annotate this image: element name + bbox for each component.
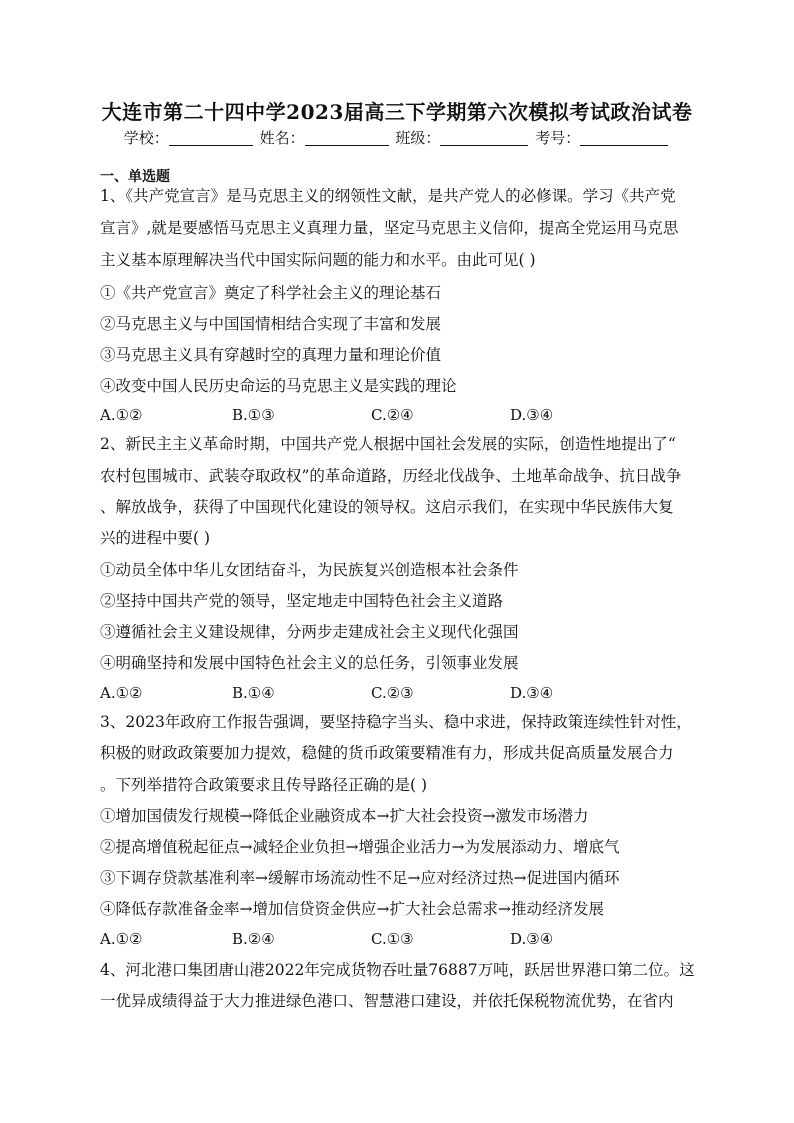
statement: ③遵循社会主义建设规律，分两步走建成社会主义现代化强国 [100, 623, 519, 641]
class-label: 班级： [395, 129, 441, 147]
option-b: B.①③ [232, 406, 275, 424]
question-text-line: 、解放战争，获得了中国现代化建设的领导权。这启示我们，在实现中华民族伟大复 [100, 498, 674, 516]
statement: ②坚持中国共产党的领导，坚定地走中国特色社会主义道路 [100, 592, 504, 610]
question-text-line: 。下列举措符合政策要求且传导路径正确的是( ) [100, 776, 428, 794]
question-text-line: 2、新民主主义革命时期，中国共产党人根据中国社会发展的实际，创造性地提出了“ [100, 435, 676, 453]
exam-title: 大连市第二十四中学2023届高三下学期第六次模拟考试政治试卷 [101, 100, 693, 124]
statement: ④改变中国人民历史命运的马克思主义是实践的理论 [100, 377, 457, 395]
school-blank [169, 129, 253, 146]
number-blank [580, 129, 668, 146]
question-text-line: 主义基本原理解决当代中国实际问题的能力和水平。由此可见( ) [100, 251, 536, 269]
statement: ①《共产党宣言》奠定了科学社会主义的理论基石 [100, 284, 442, 302]
question-text-line: 兴的进程中要( ) [100, 529, 211, 547]
option-d: D.③④ [510, 406, 554, 424]
statement: ④降低存款准备金率→增加信贷资金供应→扩大社会总需求→推动经济发展 [100, 900, 604, 918]
option-a: A.①② [100, 406, 143, 424]
statement: ③下调存贷款基准利率→缓解市场流动性不足→应对经济过热→促进国内循环 [100, 869, 620, 887]
option-c: C.①③ [371, 930, 414, 948]
question-text-line: 3、2023年政府工作报告强调，要坚持稳字当头、稳中求进，保持政策连续性针对性， [100, 713, 692, 731]
statement: ②提高增值税起征点→减轻企业负担→增强企业活力→为发展添动力、增底气 [100, 838, 620, 856]
statement: ①增加国债发行规模→降低企业融资成本→扩大社会投资→激发市场潜力 [100, 807, 589, 825]
statement: ①动员全体中华儿女团结奋斗，为民族复兴创造根本社会条件 [100, 561, 519, 579]
question-text-line: 积极的财政政策要加力提效，稳健的货币政策要精准有力，形成共促高质量发展合力 [100, 744, 674, 762]
school-label: 学校： [123, 129, 169, 147]
option-c: C.②③ [371, 684, 414, 702]
question-text-line: 一优异成绩得益于大力推进绿色港口、智慧港口建设，并依托保税物流优势，在省内 [100, 992, 674, 1010]
option-a: A.①② [100, 930, 143, 948]
number-label: 考号： [535, 129, 581, 147]
question-text-line: 4、河北港口集团唐山港2022年完成货物吞吐量76887万吨，跃居世界港口第二位。这 [100, 961, 695, 979]
class-blank [440, 129, 528, 146]
option-b: B.②④ [232, 930, 275, 948]
statement: ②马克思主义与中国国情相结合实现了丰富和发展 [100, 315, 442, 333]
option-d: D.③④ [510, 684, 554, 702]
statement: ③马克思主义具有穿越时空的真理力量和理论价值 [100, 346, 442, 364]
option-d: D.③④ [510, 930, 554, 948]
option-c: C.②④ [371, 406, 414, 424]
question-text-line: 1、《共产党宣言》是马克思主义的纲领性文献，是共产党人的必修课。学习《共产党 [100, 187, 676, 205]
section-heading: 一、单选题 [100, 169, 170, 185]
statement: ④明确坚持和发展中国特色社会主义的总任务，引领事业发展 [100, 654, 519, 672]
name-label: 姓名： [259, 129, 305, 147]
name-blank [305, 129, 389, 146]
student-info-row [0, 127, 794, 148]
option-b: B.①④ [232, 684, 275, 702]
question-text-line: 农村包围城市、武装夺取政权”的革命道路，历经北伐战争、土地革命战争、抗日战争 [100, 467, 682, 485]
option-a: A.①② [100, 684, 143, 702]
question-text-line: 宣言》,就是要感悟马克思主义真理力量，坚定马克思主义信仰，提高全党运用马克思 [100, 219, 679, 237]
